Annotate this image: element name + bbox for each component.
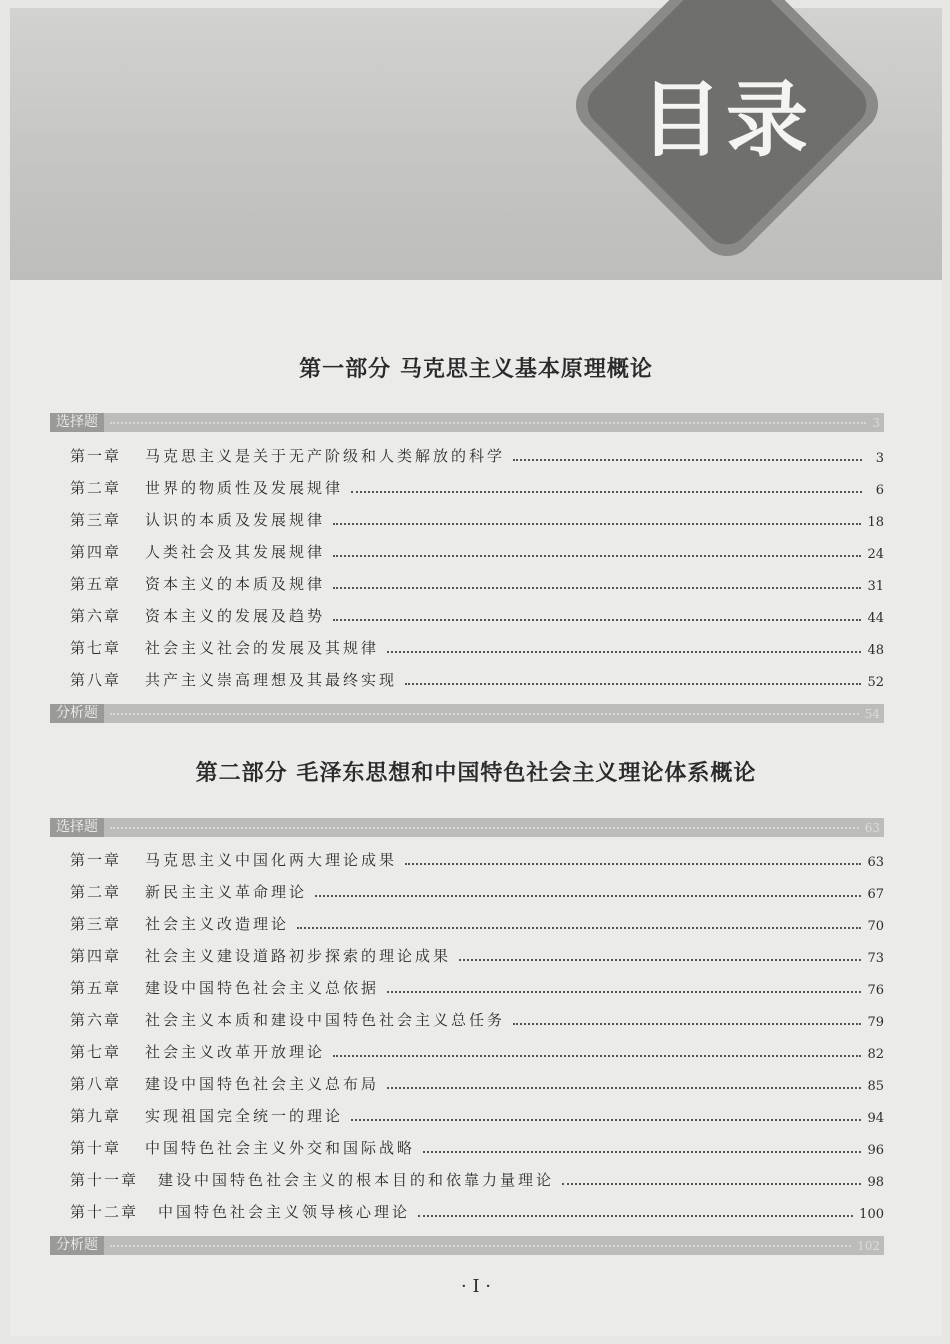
leader-dots	[405, 863, 861, 865]
chapter-number: 第十二章	[70, 1203, 139, 1221]
chapter-title: 共产主义崇高理想及其最终实现	[145, 671, 398, 689]
chapter-number: 第七章	[70, 639, 122, 657]
chapter-title: 社会主义改造理论	[145, 915, 290, 933]
chapter-title: 资本主义的本质及规律	[145, 575, 326, 593]
leader-dots	[110, 827, 859, 829]
leader-dots	[110, 713, 859, 715]
leader-dots	[333, 523, 861, 525]
toc-entry[interactable]	[70, 668, 884, 690]
toc-entry[interactable]	[70, 572, 884, 594]
page-number: 98	[867, 1175, 884, 1190]
page-number: 6	[875, 483, 884, 498]
toc-entry[interactable]	[70, 1008, 884, 1030]
chapter-title: 社会主义建设道路初步探索的理论成果	[145, 947, 452, 965]
toc-entry[interactable]	[70, 1072, 884, 1094]
section-page: 54	[864, 706, 880, 721]
chapter-title: 建设中国特色社会主义总布局	[145, 1075, 380, 1093]
page-number: 31	[867, 579, 884, 594]
page-number: 82	[867, 1047, 884, 1062]
page-number: 70	[867, 919, 884, 934]
section-page: 63	[864, 820, 880, 835]
page-number: 85	[867, 1079, 884, 1094]
part-two-title: 第二部分 毛泽东思想和中国特色社会主义理论体系概论	[195, 760, 757, 786]
toc-entry[interactable]	[70, 1136, 884, 1158]
chapter-number: 第八章	[70, 1075, 122, 1093]
section-page: 102	[857, 1238, 880, 1253]
leader-dots	[297, 927, 861, 929]
chapter-title: 资本主义的发展及趋势	[145, 607, 326, 625]
chapter-title: 中国特色社会主义外交和国际战略	[145, 1139, 416, 1157]
chapter-title: 人类社会及其发展规律	[145, 543, 326, 561]
chapter-title: 世界的物质性及发展规律	[145, 479, 344, 497]
chapter-title: 中国特色社会主义领导核心理论	[158, 1203, 411, 1221]
leader-dots	[562, 1183, 861, 1185]
leader-dots	[405, 683, 861, 685]
chapter-number: 第十章	[70, 1139, 122, 1157]
toc-entry[interactable]	[70, 476, 884, 498]
leader-dots	[351, 491, 862, 493]
chapter-number: 第三章	[70, 915, 122, 933]
section-label: 选择题	[50, 413, 104, 432]
leader-dots	[387, 651, 861, 653]
leader-dots	[110, 422, 866, 424]
chapter-title: 社会主义改革开放理论	[145, 1043, 326, 1061]
page-number: 44	[867, 611, 884, 626]
footer-page-number: · I ·	[461, 1276, 491, 1297]
leader-dots	[387, 1087, 861, 1089]
chapter-number: 第八章	[70, 671, 122, 689]
leader-dots	[423, 1151, 861, 1153]
section-label: 分析题	[50, 704, 104, 723]
section-label: 分析题	[50, 1236, 104, 1255]
page-number: 52	[867, 675, 884, 690]
page-number: 73	[867, 951, 884, 966]
toc-entry[interactable]	[70, 540, 884, 562]
leader-dots	[333, 555, 861, 557]
toc-entry[interactable]	[70, 848, 884, 870]
chapter-title: 认识的本质及发展规律	[145, 511, 326, 529]
toc-entry[interactable]	[70, 508, 884, 530]
leader-dots	[351, 1119, 861, 1121]
leader-dots	[333, 1055, 861, 1057]
section-bar-analysis-2[interactable]	[50, 1236, 884, 1255]
page-number: 79	[867, 1015, 884, 1030]
toc-entry[interactable]	[70, 944, 884, 966]
section-page: 3	[872, 415, 880, 430]
chapter-title: 建设中国特色社会主义总依据	[145, 979, 380, 997]
toc-entry[interactable]	[70, 604, 884, 626]
toc-entry[interactable]	[70, 912, 884, 934]
leader-dots	[333, 587, 861, 589]
toc-entry[interactable]	[70, 1104, 884, 1126]
part-one-title: 第一部分 马克思主义基本原理概论	[299, 356, 653, 382]
chapter-number: 第一章	[70, 851, 122, 869]
toc-entry[interactable]	[70, 444, 884, 466]
chapter-number: 第九章	[70, 1107, 122, 1125]
chapter-title: 马克思主义中国化两大理论成果	[145, 851, 398, 869]
page-number: 76	[867, 983, 884, 998]
leader-dots	[387, 991, 861, 993]
chapter-number: 第二章	[70, 883, 122, 901]
leader-dots	[333, 619, 861, 621]
toc-entry[interactable]	[70, 1200, 884, 1222]
leader-dots	[110, 1245, 851, 1247]
leader-dots	[513, 1023, 861, 1025]
chapter-number: 第六章	[70, 1011, 122, 1029]
section-bar-analysis-1[interactable]	[50, 704, 884, 723]
chapter-number: 第五章	[70, 575, 122, 593]
chapter-number: 第七章	[70, 1043, 122, 1061]
chapter-number: 第五章	[70, 979, 122, 997]
toc-entry[interactable]	[70, 636, 884, 658]
toc-entry[interactable]	[70, 880, 884, 902]
page-number: 3	[875, 451, 884, 466]
leader-dots	[513, 459, 862, 461]
chapter-title: 新民主主义革命理论	[145, 883, 308, 901]
chapter-number: 第一章	[70, 447, 122, 465]
page-number: 18	[867, 515, 884, 530]
page-number: 94	[867, 1111, 884, 1126]
chapter-number: 第十一章	[70, 1171, 139, 1189]
chapter-number: 第六章	[70, 607, 122, 625]
chapter-title: 实现祖国完全统一的理论	[145, 1107, 344, 1125]
toc-entry[interactable]	[70, 1040, 884, 1062]
leader-dots	[315, 895, 861, 897]
section-label: 选择题	[50, 818, 104, 837]
page-number: 24	[867, 547, 884, 562]
chapter-title: 马克思主义是关于无产阶级和人类解放的科学	[145, 447, 506, 465]
toc-entry[interactable]	[70, 1168, 884, 1190]
page-number: 67	[867, 887, 884, 902]
toc-entry[interactable]	[70, 976, 884, 998]
section-bar-choice-1[interactable]	[50, 413, 884, 432]
chapter-title: 社会主义本质和建设中国特色社会主义总任务	[145, 1011, 506, 1029]
chapter-number: 第四章	[70, 947, 122, 965]
page-title: 目录	[639, 73, 812, 168]
leader-dots	[418, 1215, 853, 1217]
chapter-number: 第四章	[70, 543, 122, 561]
page-number: 100	[859, 1207, 884, 1222]
chapter-number: 第二章	[70, 479, 122, 497]
page-number: 96	[867, 1143, 884, 1158]
chapter-number: 第三章	[70, 511, 122, 529]
page-number: 63	[867, 855, 884, 870]
leader-dots	[459, 959, 861, 961]
chapter-title: 建设中国特色社会主义的根本目的和依靠力量理论	[158, 1171, 555, 1189]
page-number: 48	[867, 643, 884, 658]
chapter-title: 社会主义社会的发展及其规律	[145, 639, 380, 657]
section-bar-choice-2[interactable]	[50, 818, 884, 837]
